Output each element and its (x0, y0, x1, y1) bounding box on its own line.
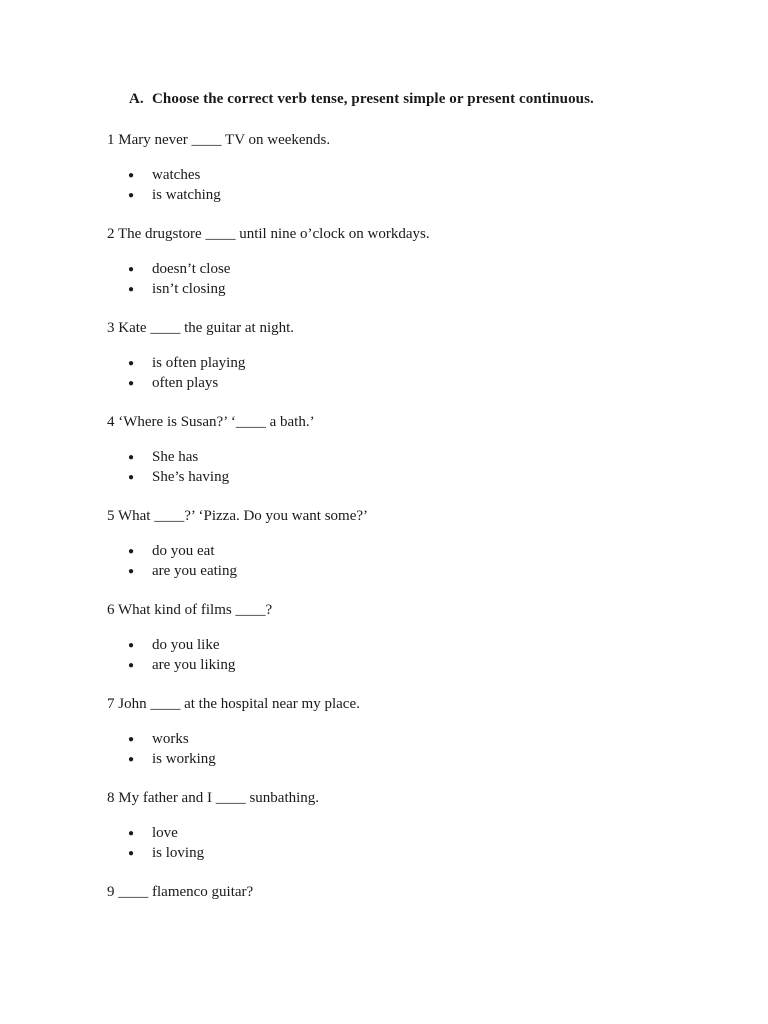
option-list (107, 166, 727, 205)
option-list (107, 824, 727, 863)
question-1 (107, 130, 727, 205)
option-item (107, 824, 727, 844)
option-list (107, 730, 727, 769)
section-letter: A. (129, 91, 144, 107)
question-text: 7 John ____ at the hospital near my place. (107, 696, 360, 712)
section-heading (129, 91, 594, 108)
option-item (107, 636, 727, 656)
option-item (107, 656, 727, 676)
section-instruction: Choose the correct verb tense, present simple or present continuous. (152, 91, 594, 107)
option-item (107, 730, 727, 750)
option-item (107, 542, 727, 562)
bullet-icon: ● (128, 734, 135, 745)
bullet-icon: ● (128, 753, 135, 765)
question-text: 3 Kate ____ the guitar at night. (107, 320, 295, 336)
question-8 (107, 788, 727, 863)
bullet-icon: ● (128, 452, 135, 463)
question-text: 4 ‘Where is Susan?’ ‘____ a bath.’ (107, 414, 315, 430)
option-text: She’s having (152, 468, 230, 485)
bullet-icon: ● (128, 640, 135, 651)
option-item (107, 468, 727, 488)
option-item (107, 750, 727, 770)
option-text: doesn’t close (152, 261, 231, 277)
bullet-icon: ● (128, 471, 135, 483)
bullet-icon: ● (128, 283, 135, 295)
option-list (107, 636, 727, 675)
bullet-icon: ● (128, 189, 135, 201)
option-item (107, 448, 727, 468)
option-item (107, 354, 727, 374)
bullet-icon: ● (128, 546, 135, 557)
question-text: 5 What ____?’ ‘Pizza. Do you want some?’ (107, 508, 369, 524)
option-text: are you liking (152, 656, 236, 673)
option-text: is loving (152, 844, 205, 861)
option-text: love (152, 825, 178, 841)
bullet-icon: ● (128, 377, 135, 389)
option-text: She has (152, 449, 199, 465)
option-text: isn’t closing (152, 280, 226, 297)
option-item (107, 374, 727, 394)
option-text: is watching (152, 186, 221, 203)
question-4 (107, 412, 727, 487)
question-3 (107, 318, 727, 393)
question-text: 6 What kind of films ____? (107, 602, 273, 618)
question-text: 1 Mary never ____ TV on weekends. (107, 132, 331, 148)
question-text: 9 ____ flamenco guitar? (107, 884, 254, 900)
option-text: is working (152, 750, 216, 767)
option-item (107, 260, 727, 280)
bullet-icon: ● (128, 828, 135, 839)
bullet-icon: ● (128, 847, 135, 859)
question-2 (107, 224, 727, 299)
question-9 (107, 882, 727, 902)
option-list (107, 354, 727, 393)
option-item (107, 280, 727, 300)
option-item (107, 562, 727, 582)
question-7 (107, 694, 727, 769)
bullet-icon: ● (128, 264, 135, 275)
option-text: do you like (152, 637, 220, 653)
bullet-icon: ● (128, 565, 135, 577)
option-text: often plays (152, 374, 219, 391)
option-item (107, 166, 727, 186)
option-text: is often playing (152, 355, 246, 371)
question-text: 2 The drugstore ____ until nine o’clock on workdays. (107, 226, 430, 242)
option-text: works (152, 731, 189, 747)
question-text: 8 My father and I ____ sunbathing. (107, 790, 320, 806)
option-item (107, 844, 727, 864)
option-text: are you eating (152, 562, 237, 579)
option-list (107, 448, 727, 487)
option-text: watches (152, 167, 201, 183)
question-6 (107, 600, 727, 675)
bullet-icon: ● (128, 170, 135, 181)
question-5 (107, 506, 727, 581)
option-list (107, 542, 727, 581)
option-text: do you eat (152, 543, 215, 559)
option-list (107, 260, 727, 299)
bullet-icon: ● (128, 659, 135, 671)
bullet-icon: ● (128, 358, 135, 369)
option-item (107, 186, 727, 206)
